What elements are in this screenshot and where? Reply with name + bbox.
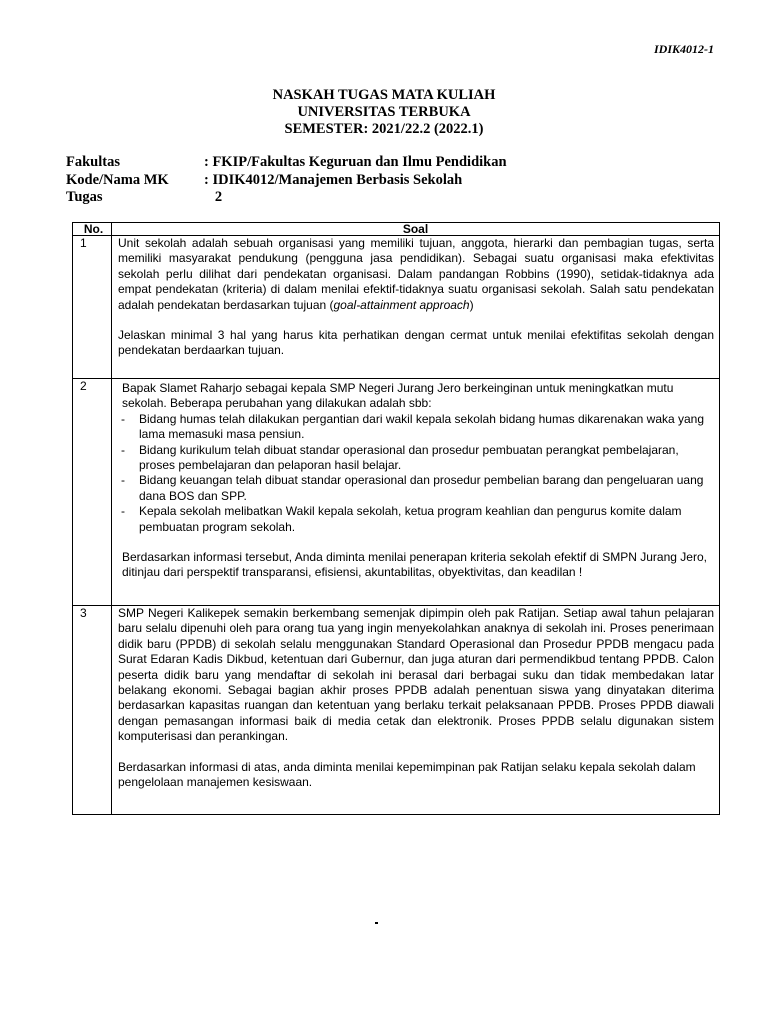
assignment-value: 2 — [204, 189, 223, 205]
page-mark — [375, 922, 378, 924]
course-label: Kode/Nama MK — [66, 171, 169, 188]
question-paragraph: SMP Negeri Kalikepek semakin berkembang semenjak dipimpin oleh pak Ratijan. Setiap awal tahun pelajaran baru selalu dipenuhi oleh para orang tua yang ingin menyekolahkan anaknya di sekolah ini. Proses penerimaan didik baru (PPDB) di sekolah selalu menggunakan Standard Operasional dan Prosedur PPDB mengacu pada Surat Edaran Kadis Dikbud, ketentuan dari Gubernur, dan juga aturan dari permendikbud tentang PPDB. Calon peserta didik baru yang mendaftar di sekolah ini berasal dari berbagai suku dan tidak membedakan latar belakang ekonomi. Sebagai bagian akhir proses PPDB adalah penentuan siswa yang dinyatakan diterima berdasarkan kapasitas ruangan dan ketentuan yang berlaku terkait pelaksanaan PPDB. Proses PPDB diawali dengan pemasangan informasi baik di media cetak dan elektronik. Proses PPDB selalu digunakan sistem komputerisasi dan perankingan. — [118, 606, 714, 744]
faculty-label: Fakultas — [66, 154, 120, 170]
change-list — [118, 412, 714, 535]
title-line: UNIVERSITAS TERBUKA — [297, 104, 471, 120]
table-row — [73, 236, 720, 379]
list-item: - Bidang kurikulum telah dibuat standar operasional dan prosedur pembuatan perangkat pembelajaran, proses pembelajaran dan pelaporan hasil belajar. — [118, 443, 714, 474]
question-number: 1 — [73, 236, 112, 379]
table-row — [73, 606, 720, 815]
question-number: 2 — [73, 379, 112, 606]
table-row — [73, 379, 720, 606]
assignment-row — [66, 189, 507, 207]
title-line: NASKAH TUGAS MATA KULIAH — [272, 87, 496, 103]
header-soal: Soal — [112, 223, 720, 236]
faculty-row — [66, 154, 507, 172]
document-title — [0, 87, 768, 138]
list-item: - Kepala sekolah melibatkan Wakil kepala sekolah, ketua program keahlian dan pengurus komite dalam pembuatan program sekolah. — [118, 504, 714, 535]
question-paragraph — [118, 236, 714, 313]
question-text — [112, 606, 720, 815]
paragraph-end: ) — [469, 297, 474, 312]
document-code: IDIK4012-1 — [653, 42, 714, 56]
title-line: SEMESTER: 2021/22.2 (2022.1) — [284, 121, 484, 137]
question-paragraph: Bapak Slamet Raharjo sebagai kepala SMP Negeri Jurang Jero berkeinginan untuk meningkatkan mutu sekolah. Beberapa perubahan yang dilakukan adalah sbb: — [122, 381, 674, 411]
paragraph-text: Unit sekolah adalah sebuah organisasi yang memiliki tujuan, anggota, hierarki dan pembagian tugas, serta memiliki masyarakat pendukung (pengguna jasa pendidikan). Sebagai suatu organisasi maka efektivitas sekolah perlu dilihat dari pendekatan organisasi. Dalam pandangan Robbins (1990), setidak-tidaknya ada empat pendekatan (kriteria) di dalam menilai efektif-tidaknya suatu organisasi sekolah. Salah satu pendekatan adalah pendekatan berdasarkan tujuan ( — [118, 236, 714, 312]
question-instruction: Berdasarkan informasi tersebut, Anda diminta menilai penerapan kriteria sekolah efektif di SMPN Jurang Jero, ditinjau dari perspektif transparansi, efisiensi, akuntabilitas, obyektivitas, dan keadilan ! — [122, 550, 707, 580]
italic-term: goal-attainment approach — [333, 297, 470, 312]
question-text — [112, 379, 720, 606]
list-item: - Bidang keuangan telah dibuat standar operasional dan prosedur pembelian barang dan pengeluaran uang dana BOS dan SPP. — [118, 473, 714, 504]
question-text — [112, 236, 720, 379]
question-instruction: Jelaskan minimal 3 hal yang harus kita perhatikan dengan cermat untuk menilai efektifitas sekolah dengan pendekatan berdaarkan tujuan. — [118, 328, 714, 358]
header-no: No. — [73, 223, 112, 236]
course-info — [66, 154, 507, 207]
assignment-label: Tugas — [66, 189, 103, 205]
course-row — [66, 172, 507, 190]
list-item: - Bidang humas telah dilakukan pergantian dari wakil kepala sekolah bidang humas dikarenakan waka yang lama memasuki masa pensiun. — [118, 412, 714, 443]
question-number: 3 — [73, 606, 112, 815]
question-instruction: Berdasarkan informasi di atas, anda diminta menilai kepemimpinan pak Ratijan selaku kepala sekolah dalam pengelolaan manajemen kesiswaan. — [118, 759, 696, 790]
questions-table — [72, 222, 720, 815]
course-value: : IDIK4012/Manajemen Berbasis Sekolah — [204, 171, 463, 188]
faculty-value: : FKIP/Fakultas Keguruan dan Ilmu Pendidikan — [204, 154, 507, 170]
table-header-row — [73, 223, 720, 236]
